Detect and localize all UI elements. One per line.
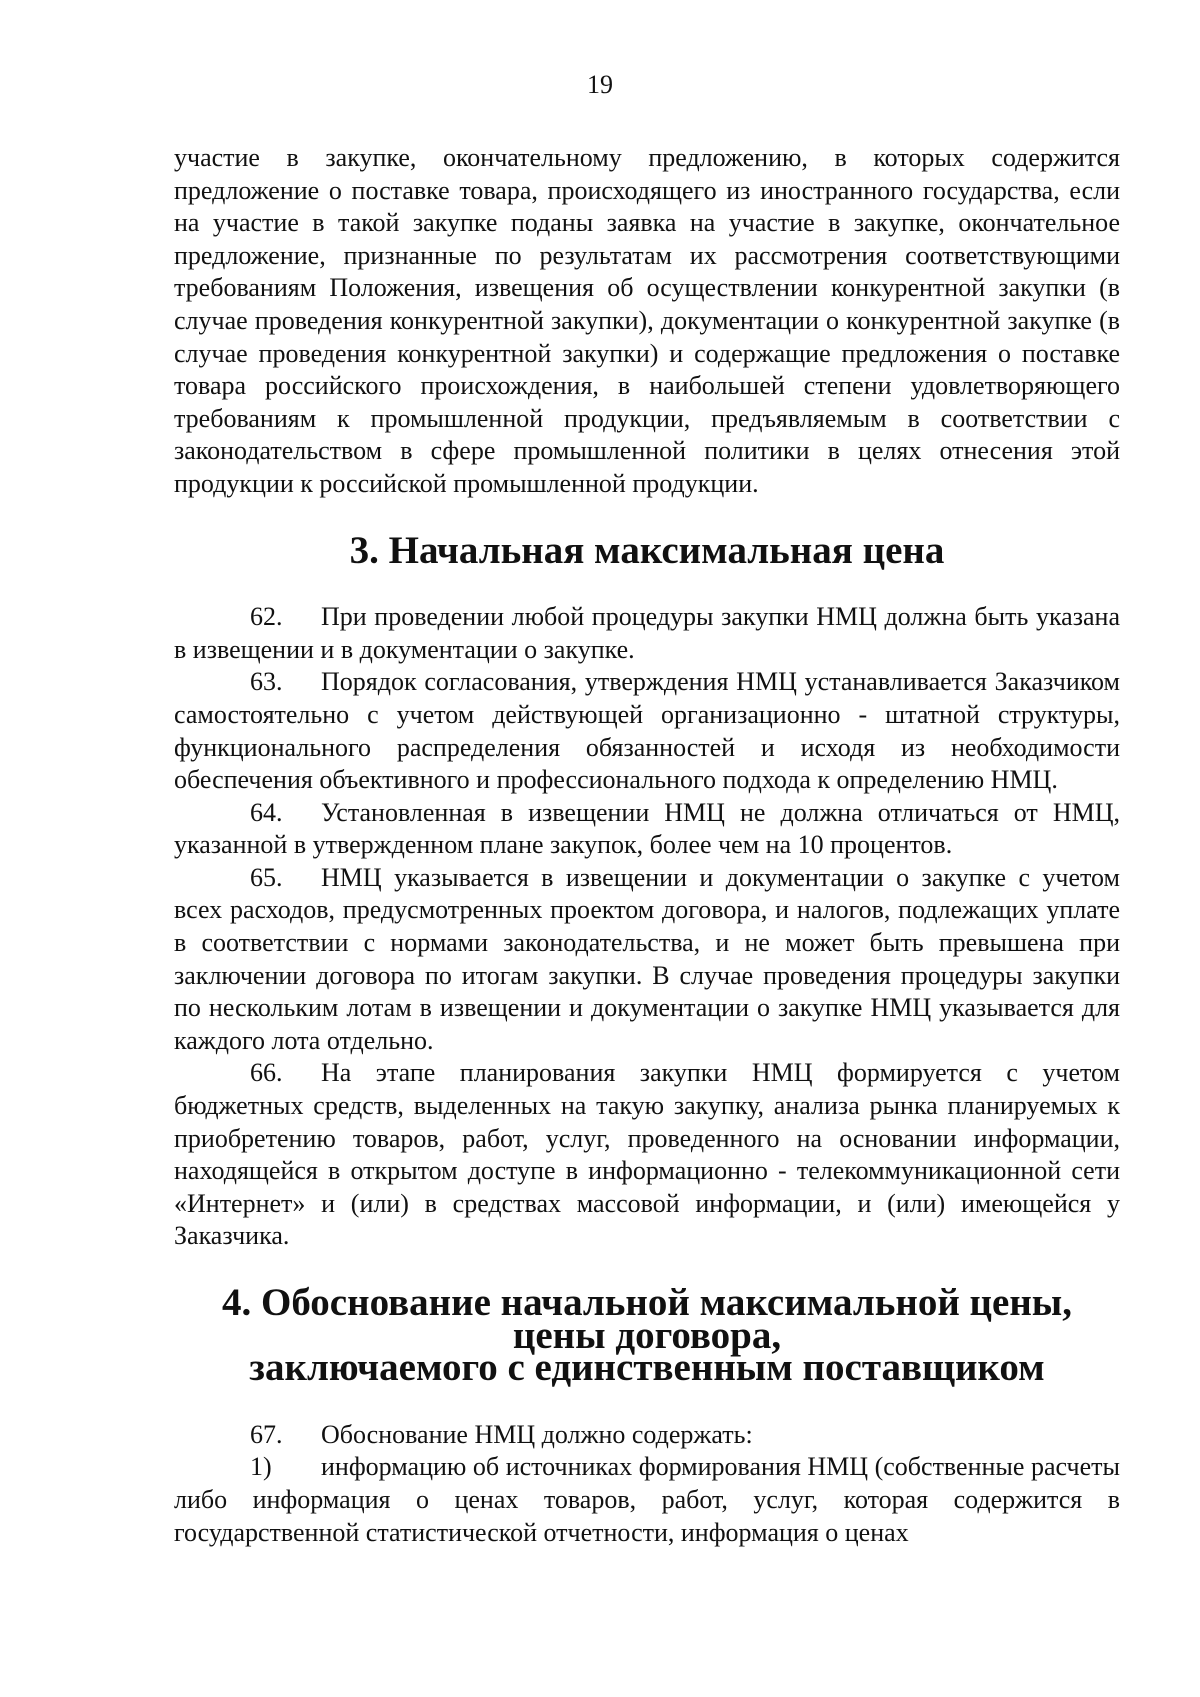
- item-number: 66.: [250, 1058, 283, 1088]
- page-number: 19: [587, 70, 613, 99]
- section-4-title-line-1: 4. Обоснование начальной максимальной цены, цены договора,: [221, 1281, 1072, 1357]
- item-text: Установленная в извещении НМЦ не должна отличаться от НМЦ, указанной в утвержденном плане закупок, более чем на 10 процентов.: [174, 797, 1120, 860]
- item-number: 64.: [250, 797, 283, 827]
- item-number: 63.: [250, 667, 283, 697]
- item-number: 67.: [250, 1419, 283, 1449]
- item-66: [174, 1057, 1120, 1253]
- section-4-heading: [174, 1281, 1120, 1390]
- item-64: [174, 797, 1120, 862]
- item-62: [174, 601, 1120, 666]
- item-number: 62.: [250, 602, 283, 632]
- item-67-1: [174, 1451, 1120, 1549]
- item-text: Порядок согласования, утверждения НМЦ устанавливается Заказчиком самостоятельно с учетом действующей организационно - штатной структуры, функционального распределения обязанностей и исходя из необходимости обеспечения объективного и профессионального подхода к определению НМЦ.: [174, 667, 1120, 795]
- item-text: Обоснование НМЦ должно содержать:: [321, 1419, 753, 1449]
- item-number: 65.: [250, 862, 283, 892]
- intro-paragraph: участие в закупке, окончательному предложению, в которых содержится предложение о поставке товара, происходящего из иностранного государства, если на участие в такой закупке поданы заявка на участие в закупке, окончательное предложение, признанные по результатам их рассмотрения соответствующими требованиям Положения, извещения об осуществлении конкурентной закупки (в случае проведения конкурентной закупки), документации о конкурентной закупке (в случае проведения конкурентной закупки) и содержащие предложения о поставке товара российского происхождения, в наибольшей степени удовлетворяющего требованиям к промышленной продукции, предъявляемым в соответствии с законодательством в сфере промышленной политики в целях отнесения этой продукции к российской промышленной продукции.: [174, 143, 1120, 498]
- document-body: [174, 142, 1120, 1549]
- item-text: При проведении любой процедуры закупки НМЦ должна быть указана в извещении и в документации о закупке.: [174, 602, 1120, 664]
- item-number: 1): [250, 1452, 272, 1482]
- section-4-title-line-2: заключаемого с единственным поставщиком: [249, 1346, 1045, 1390]
- item-text: НМЦ указывается в извещении и документации о закупке с учетом всех расходов, предусмотренных проектом договора, и налогов, подлежащих уплате в соответствии с нормами законодательства, и не может быть превышена при заключении договора по итогам закупки. В случае проведения процедуры закупки по нескольким лотам в извещении и документации о закупке НМЦ указывается для каждого лота отдельно.: [174, 862, 1120, 1055]
- item-63: [174, 666, 1120, 796]
- section-3-title: 3. Начальная максимальная цена: [349, 528, 945, 572]
- section-3-heading: [174, 528, 1120, 572]
- item-text: информацию об источниках формирования НМЦ (собственные расчеты либо информация о ценах товаров, работ, услуг, которая содержится в государственной статистической отчетности, информация о ценах: [174, 1452, 1120, 1547]
- item-65: [174, 862, 1120, 1058]
- item-67: [174, 1419, 1120, 1452]
- item-text: На этапе планирования закупки НМЦ формируется с учетом бюджетных средств, выделенных на такую закупку, анализа рынка планируемых к приобретению товаров, работ, услуг, проведенного на основании информации, находящейся в открытом доступе в информационно - телекоммуникационной сети «Интернет» и (или) в средствах массовой информации, и (или) имеющейся у Заказчика.: [174, 1058, 1120, 1251]
